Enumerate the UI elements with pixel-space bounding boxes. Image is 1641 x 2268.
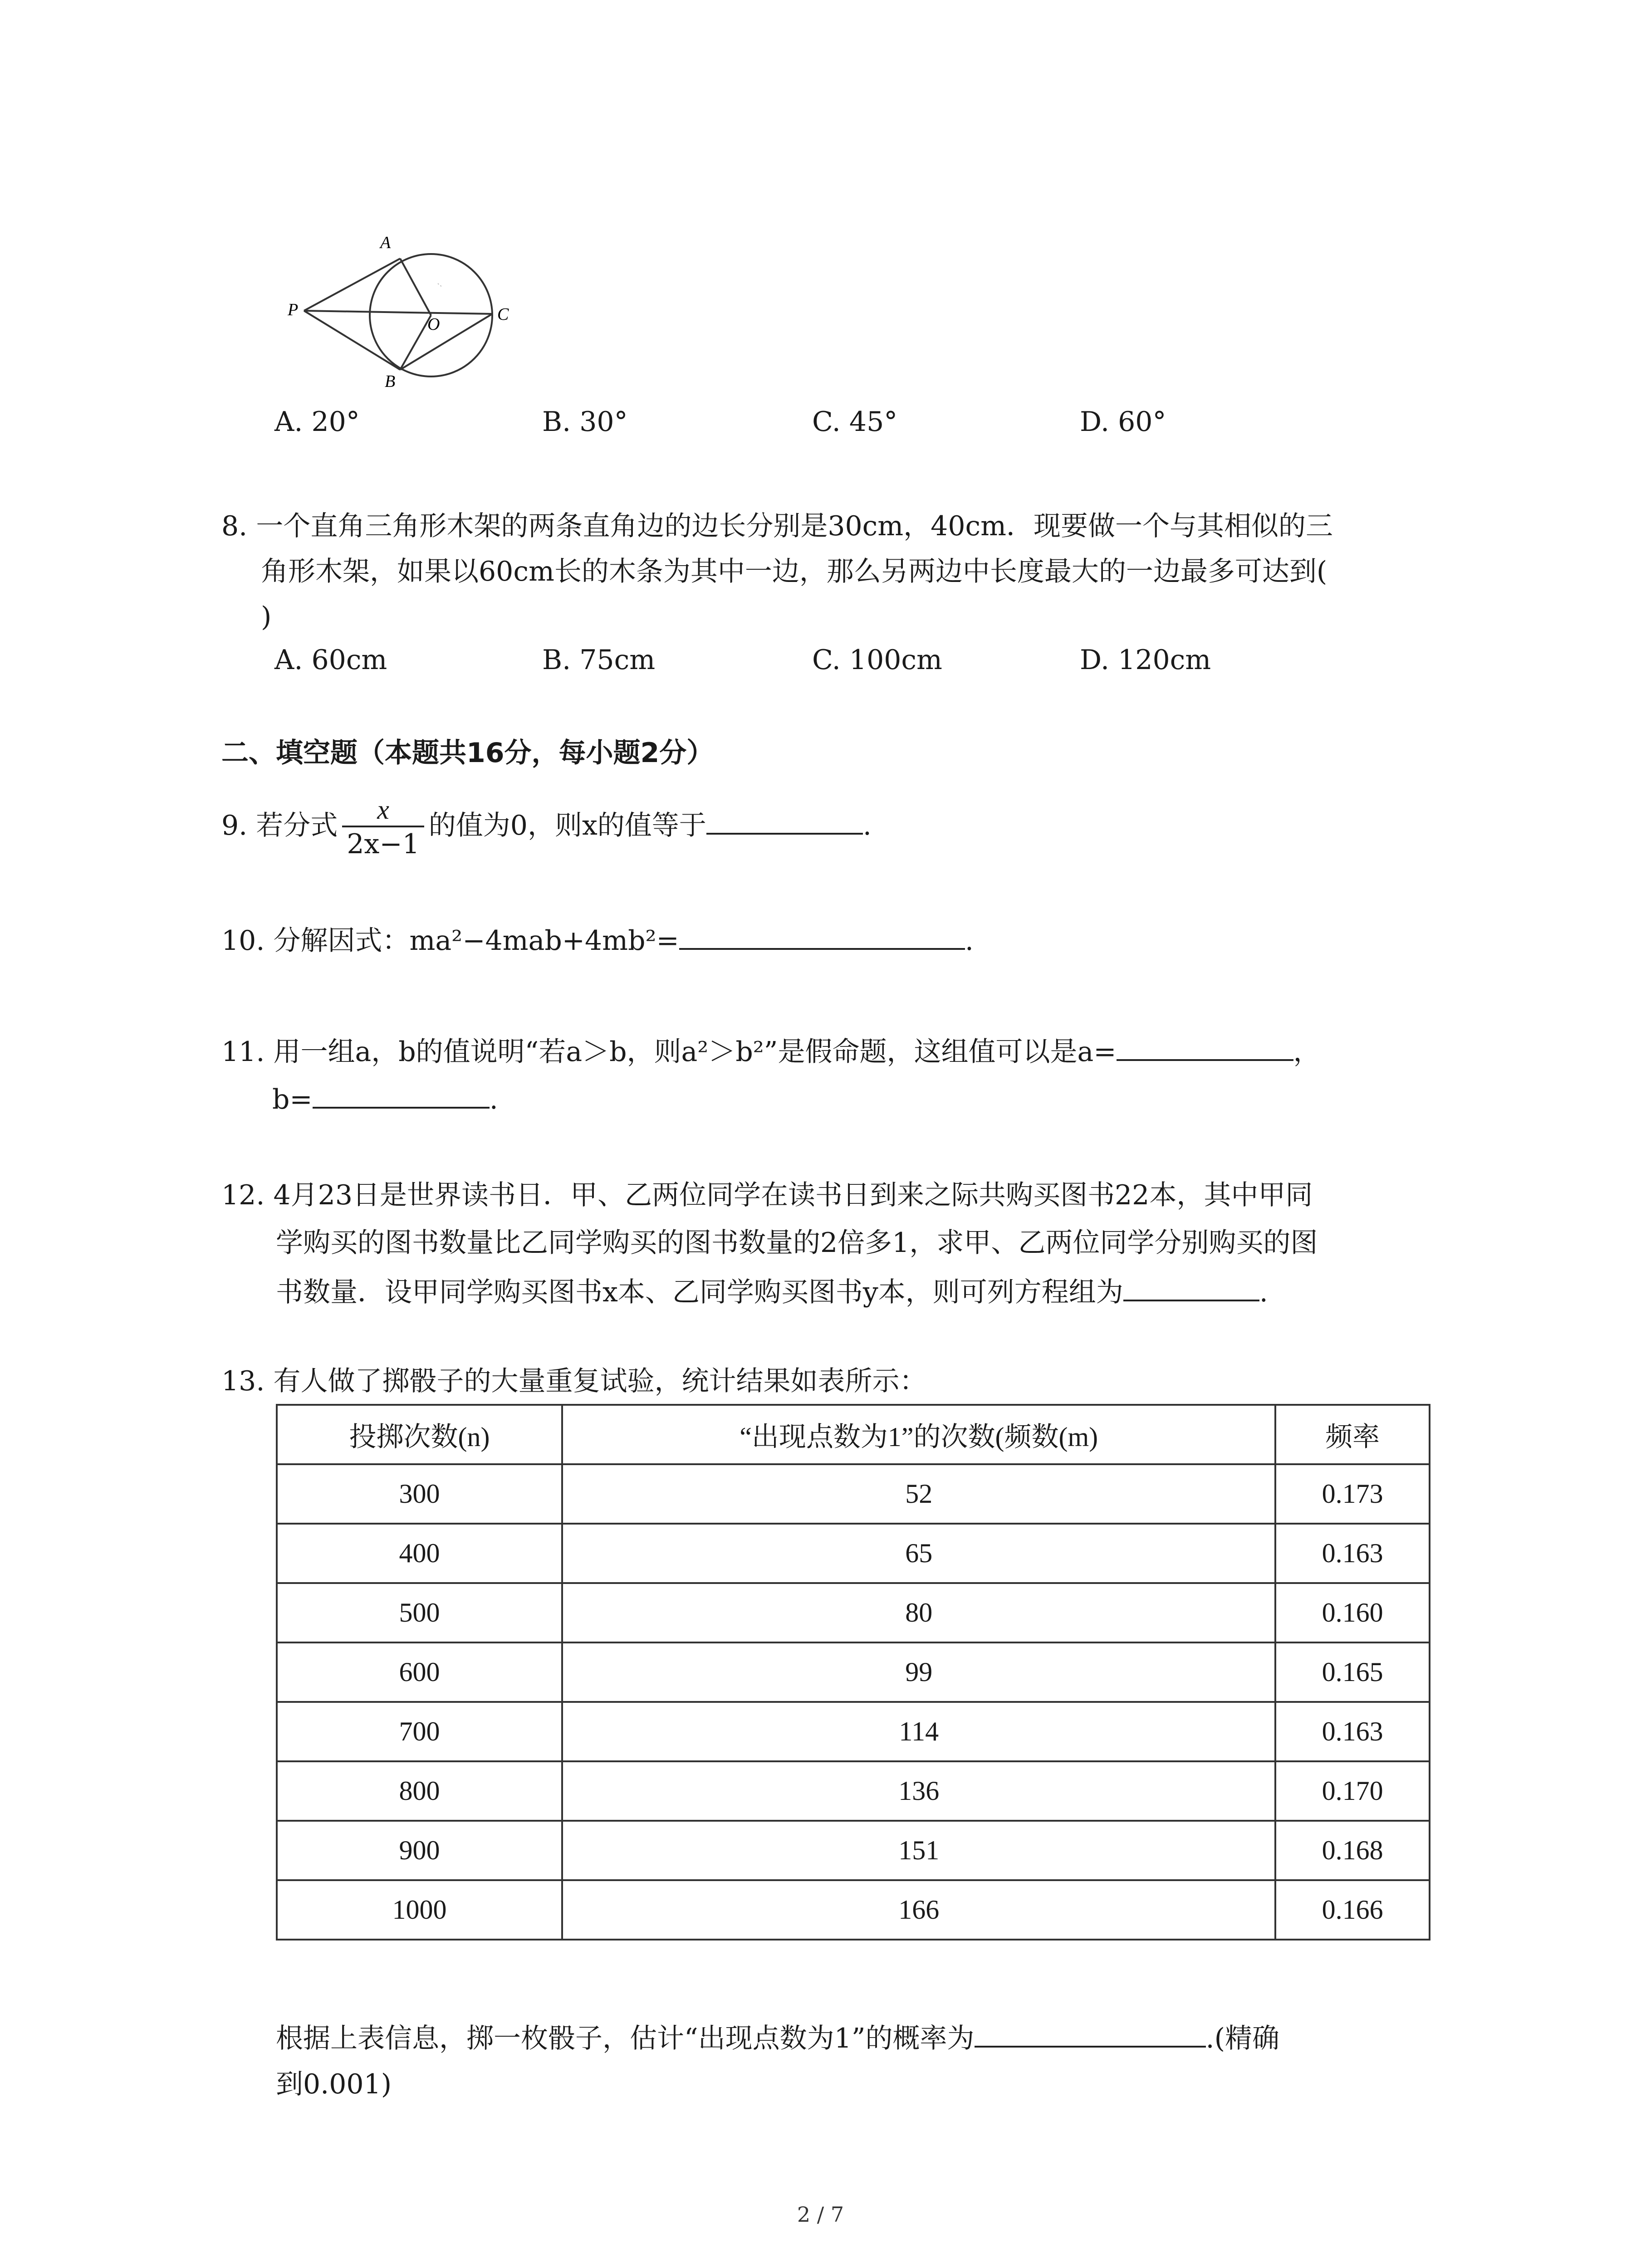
q9-answer-blank[interactable] xyxy=(706,801,863,835)
q10 xyxy=(221,916,974,963)
q8-option-a: A. 60cm xyxy=(274,644,387,676)
q12-text: 书数量．设甲同学购买图书x本、乙同学购买图书y本，则可列方程组为 xyxy=(276,1276,1123,1308)
q7-option-d: D. 60° xyxy=(1080,406,1166,438)
cell-m: 52 xyxy=(562,1464,1275,1524)
q10-end: . xyxy=(965,925,974,957)
table-row xyxy=(277,1524,1430,1583)
cell-n: 900 xyxy=(277,1821,562,1880)
q12-line-2: 学购买的图书数量比乙同学购买的图书数量的2倍多1，求甲、乙两位同学分别购买的图 xyxy=(276,1227,1318,1259)
cell-n: 600 xyxy=(277,1642,562,1702)
cell-rate: 0.173 xyxy=(1275,1464,1430,1524)
cell-n: 500 xyxy=(277,1583,562,1642)
table-row xyxy=(277,1642,1430,1702)
q10-answer-blank[interactable] xyxy=(679,916,965,950)
cell-m: 99 xyxy=(562,1642,1275,1702)
cell-m: 166 xyxy=(562,1880,1275,1940)
cell-n: 700 xyxy=(277,1702,562,1761)
header-throw-count: 投掷次数(n) xyxy=(277,1405,562,1464)
table-row xyxy=(277,1583,1430,1642)
header-frequency-rate: 频率 xyxy=(1275,1405,1430,1464)
q12-line-1: 12. 4月23日是世界读书日．甲、乙两位同学在读书日到来之际共购买图书22本，其中甲同 xyxy=(221,1179,1313,1211)
label-b: B xyxy=(385,372,396,391)
segment-ao xyxy=(400,259,431,315)
q11-answer-b-blank[interactable] xyxy=(313,1075,490,1109)
segment-bc xyxy=(400,314,492,370)
section-heading: 二、填空题（本题共16分，每小题2分） xyxy=(221,737,714,769)
header-frequency-count: “出现点数为1”的次数(频数(m) xyxy=(562,1405,1275,1464)
q9-fraction xyxy=(342,794,424,861)
segment-bo xyxy=(400,315,431,370)
q11-text: 11. 用一组a，b的值说明“若a＞b，则a²＞b²”是假命题，这组值可以是a= xyxy=(221,1036,1117,1068)
q13-follow-line-1 xyxy=(276,2014,1279,2061)
circle-tangent-figure xyxy=(281,229,535,392)
q7-option-b: B. 30° xyxy=(542,406,628,438)
q9-end: . xyxy=(862,810,872,841)
label-a: A xyxy=(380,233,391,252)
cell-rate: 0.165 xyxy=(1275,1642,1430,1702)
q12-answer-blank[interactable] xyxy=(1123,1268,1259,1301)
q7-option-a: A. 20° xyxy=(274,406,360,438)
q11-line-1 xyxy=(221,1027,1321,1075)
table-row xyxy=(277,1464,1430,1524)
cell-rate: 0.166 xyxy=(1275,1880,1430,1940)
q9-denominator: 2x−1 xyxy=(347,828,420,860)
table-row xyxy=(277,1702,1430,1761)
q8-option-d: D. 120cm xyxy=(1080,644,1211,676)
q11-line-2 xyxy=(272,1075,498,1122)
label-c: C xyxy=(497,305,509,324)
page-number: 2 / 7 xyxy=(797,2202,844,2227)
cell-n: 1000 xyxy=(277,1880,562,1940)
cell-m: 114 xyxy=(562,1702,1275,1761)
cell-rate: 0.170 xyxy=(1275,1761,1430,1821)
cell-n: 300 xyxy=(277,1464,562,1524)
q13-answer-blank[interactable] xyxy=(975,2014,1206,2048)
q10-text: 10. 分解因式：ma²−4mab+4mb²= xyxy=(221,925,679,957)
cell-rate: 0.168 xyxy=(1275,1821,1430,1880)
cell-m: 136 xyxy=(562,1761,1275,1821)
q9-prefix: 9. 若分式 xyxy=(221,810,338,841)
q9-numerator: x xyxy=(342,794,424,827)
q13-follow-line-2: 到0.001) xyxy=(276,2068,392,2100)
q13-follow-end: .(精确 xyxy=(1205,2023,1280,2054)
q11-comma: ， xyxy=(1293,1036,1321,1068)
cell-rate: 0.160 xyxy=(1275,1583,1430,1642)
q8-option-b: B. 75cm xyxy=(542,644,656,676)
cell-m: 65 xyxy=(562,1524,1275,1583)
cell-n: 800 xyxy=(277,1761,562,1821)
q11-b-label: b= xyxy=(272,1084,313,1115)
q9 xyxy=(221,789,872,862)
q13-follow-text: 根据上表信息，掷一枚骰子，估计“出现点数为1”的概率为 xyxy=(276,2023,975,2054)
table-row xyxy=(277,1761,1430,1821)
table-row xyxy=(277,1821,1430,1880)
q7-option-c: C. 45° xyxy=(812,406,898,438)
q8-line-1: 8. 一个直角三角形木架的两条直角边的边长分别是30cm，40cm．现要做一个与其相似的三 xyxy=(221,510,1333,542)
q11-answer-a-blank[interactable] xyxy=(1117,1027,1293,1061)
q8-line-2: 角形木架，如果以60cm长的木条为其中一边，那么另两边中长度最大的一边最多可达到( xyxy=(261,556,1327,587)
q12-line-3 xyxy=(276,1268,1268,1315)
label-p: P xyxy=(288,300,299,319)
cell-n: 400 xyxy=(277,1524,562,1583)
label-o: O xyxy=(427,315,440,334)
q9-suffix: 的值为0，则x的值等于 xyxy=(428,810,706,841)
table-header-row xyxy=(277,1405,1430,1464)
cell-m: 80 xyxy=(562,1583,1275,1642)
faint-mark xyxy=(438,284,442,287)
segment-pc xyxy=(304,311,492,314)
cell-m: 151 xyxy=(562,1821,1275,1880)
segment-pb xyxy=(304,311,400,370)
q12-end: . xyxy=(1259,1276,1268,1308)
table-row xyxy=(277,1880,1430,1940)
cell-rate: 0.163 xyxy=(1275,1524,1430,1583)
q8-line-3: ) xyxy=(261,601,272,633)
q13-intro: 13. 有人做了掷骰子的大量重复试验，统计结果如表所示： xyxy=(221,1365,927,1397)
frequency-table xyxy=(276,1404,1430,1941)
q8-option-c: C. 100cm xyxy=(812,644,942,676)
q11-end: . xyxy=(489,1084,498,1115)
cell-rate: 0.163 xyxy=(1275,1702,1430,1761)
segment-pa xyxy=(304,259,400,311)
